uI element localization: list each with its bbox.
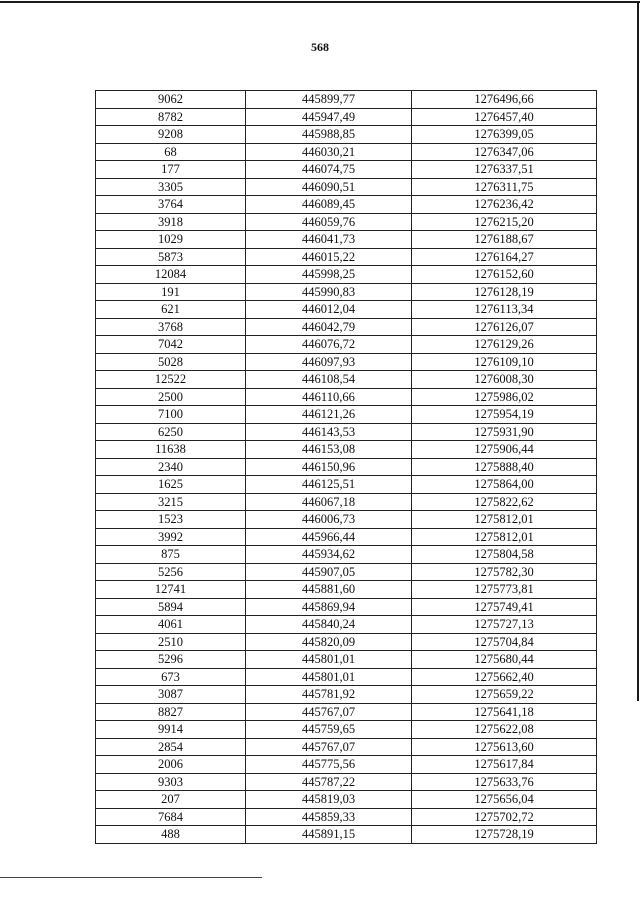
point-number-cell: 11638 xyxy=(96,441,246,459)
y-coordinate-cell: 1275662,40 xyxy=(412,668,597,686)
y-coordinate-cell: 1275702,72 xyxy=(412,808,597,826)
table-row xyxy=(96,441,597,459)
point-number-cell: 5256 xyxy=(96,563,246,581)
point-number-cell: 2510 xyxy=(96,633,246,651)
y-coordinate-cell: 1276126,07 xyxy=(412,318,597,336)
y-coordinate-cell: 1276347,06 xyxy=(412,143,597,161)
point-number-cell: 1029 xyxy=(96,231,246,249)
x-coordinate-cell: 445820,09 xyxy=(246,633,412,651)
x-coordinate-cell: 446108,54 xyxy=(246,371,412,389)
x-coordinate-cell: 445934,62 xyxy=(246,546,412,564)
x-coordinate-cell: 445907,05 xyxy=(246,563,412,581)
point-number-cell: 12741 xyxy=(96,581,246,599)
y-coordinate-cell: 1276496,66 xyxy=(412,91,597,109)
coordinates-table xyxy=(95,90,597,844)
y-coordinate-cell: 1275931,90 xyxy=(412,423,597,441)
y-coordinate-cell: 1275954,19 xyxy=(412,406,597,424)
table-row xyxy=(96,301,597,319)
point-number-cell: 9914 xyxy=(96,721,246,739)
x-coordinate-cell: 446089,45 xyxy=(246,196,412,214)
table-row xyxy=(96,423,597,441)
x-coordinate-cell: 445819,03 xyxy=(246,791,412,809)
point-number-cell: 2006 xyxy=(96,756,246,774)
y-coordinate-cell: 1275888,40 xyxy=(412,458,597,476)
x-coordinate-cell: 446153,08 xyxy=(246,441,412,459)
table-row xyxy=(96,458,597,476)
y-coordinate-cell: 1276188,67 xyxy=(412,231,597,249)
table-row xyxy=(96,231,597,249)
x-coordinate-cell: 446041,73 xyxy=(246,231,412,249)
y-coordinate-cell: 1275864,00 xyxy=(412,476,597,494)
x-coordinate-cell: 445801,01 xyxy=(246,651,412,669)
table-row xyxy=(96,91,597,109)
point-number-cell: 4061 xyxy=(96,616,246,634)
x-coordinate-cell: 446006,73 xyxy=(246,511,412,529)
x-coordinate-cell: 445775,56 xyxy=(246,756,412,774)
x-coordinate-cell: 445891,15 xyxy=(246,826,412,844)
table-row xyxy=(96,161,597,179)
point-number-cell: 9208 xyxy=(96,126,246,144)
point-number-cell: 2340 xyxy=(96,458,246,476)
x-coordinate-cell: 446076,72 xyxy=(246,336,412,354)
point-number-cell: 68 xyxy=(96,143,246,161)
point-number-cell: 5873 xyxy=(96,248,246,266)
table-row xyxy=(96,476,597,494)
table-row xyxy=(96,808,597,826)
y-coordinate-cell: 1275704,84 xyxy=(412,633,597,651)
table-row xyxy=(96,388,597,406)
table-row xyxy=(96,248,597,266)
point-number-cell: 2854 xyxy=(96,738,246,756)
table-row xyxy=(96,598,597,616)
x-coordinate-cell: 445966,44 xyxy=(246,528,412,546)
point-number-cell: 3992 xyxy=(96,528,246,546)
x-coordinate-cell: 445998,25 xyxy=(246,266,412,284)
point-number-cell: 5296 xyxy=(96,651,246,669)
y-coordinate-cell: 1275782,30 xyxy=(412,563,597,581)
table-row xyxy=(96,738,597,756)
table-row xyxy=(96,686,597,704)
y-coordinate-cell: 1275659,22 xyxy=(412,686,597,704)
table-row xyxy=(96,511,597,529)
y-coordinate-cell: 1275812,01 xyxy=(412,511,597,529)
point-number-cell: 7684 xyxy=(96,808,246,826)
table-row xyxy=(96,178,597,196)
point-number-cell: 1625 xyxy=(96,476,246,494)
y-coordinate-cell: 1275727,13 xyxy=(412,616,597,634)
table-row xyxy=(96,493,597,511)
y-coordinate-cell: 1275680,44 xyxy=(412,651,597,669)
table-row xyxy=(96,651,597,669)
point-number-cell: 8782 xyxy=(96,108,246,126)
table-row xyxy=(96,756,597,774)
page-frame-top-border xyxy=(0,1,640,3)
y-coordinate-cell: 1275617,84 xyxy=(412,756,597,774)
x-coordinate-cell: 446097,93 xyxy=(246,353,412,371)
table-row xyxy=(96,826,597,844)
table-row xyxy=(96,721,597,739)
point-number-cell: 3215 xyxy=(96,493,246,511)
y-coordinate-cell: 1275641,18 xyxy=(412,703,597,721)
x-coordinate-cell: 445947,49 xyxy=(246,108,412,126)
point-number-cell: 5894 xyxy=(96,598,246,616)
table-row xyxy=(96,791,597,809)
table-row xyxy=(96,336,597,354)
page-frame-right-border xyxy=(637,1,639,701)
point-number-cell: 7100 xyxy=(96,406,246,424)
y-coordinate-cell: 1276129,26 xyxy=(412,336,597,354)
y-coordinate-cell: 1275622,08 xyxy=(412,721,597,739)
y-coordinate-cell: 1275728,19 xyxy=(412,826,597,844)
table-row xyxy=(96,668,597,686)
table-row xyxy=(96,318,597,336)
x-coordinate-cell: 445840,24 xyxy=(246,616,412,634)
y-coordinate-cell: 1276164,27 xyxy=(412,248,597,266)
x-coordinate-cell: 445759,65 xyxy=(246,721,412,739)
y-coordinate-cell: 1275812,01 xyxy=(412,528,597,546)
x-coordinate-cell: 445767,07 xyxy=(246,703,412,721)
x-coordinate-cell: 446110,66 xyxy=(246,388,412,406)
x-coordinate-cell: 446090,51 xyxy=(246,178,412,196)
table-row xyxy=(96,633,597,651)
table-row xyxy=(96,196,597,214)
y-coordinate-cell: 1276215,20 xyxy=(412,213,597,231)
y-coordinate-cell: 1276337,51 xyxy=(412,161,597,179)
x-coordinate-cell: 445787,22 xyxy=(246,773,412,791)
point-number-cell: 12522 xyxy=(96,371,246,389)
x-coordinate-cell: 446121,26 xyxy=(246,406,412,424)
x-coordinate-cell: 446067,18 xyxy=(246,493,412,511)
x-coordinate-cell: 445899,77 xyxy=(246,91,412,109)
y-coordinate-cell: 1275822,62 xyxy=(412,493,597,511)
y-coordinate-cell: 1276113,34 xyxy=(412,301,597,319)
y-coordinate-cell: 1276311,75 xyxy=(412,178,597,196)
x-coordinate-cell: 445881,60 xyxy=(246,581,412,599)
x-coordinate-cell: 446012,04 xyxy=(246,301,412,319)
point-number-cell: 177 xyxy=(96,161,246,179)
point-number-cell: 9062 xyxy=(96,91,246,109)
x-coordinate-cell: 445859,33 xyxy=(246,808,412,826)
y-coordinate-cell: 1275773,81 xyxy=(412,581,597,599)
y-coordinate-cell: 1276457,40 xyxy=(412,108,597,126)
x-coordinate-cell: 446015,22 xyxy=(246,248,412,266)
table-row xyxy=(96,353,597,371)
point-number-cell: 875 xyxy=(96,546,246,564)
point-number-cell: 8827 xyxy=(96,703,246,721)
y-coordinate-cell: 1276128,19 xyxy=(412,283,597,301)
table-row xyxy=(96,143,597,161)
point-number-cell: 5028 xyxy=(96,353,246,371)
table-row xyxy=(96,703,597,721)
point-number-cell: 207 xyxy=(96,791,246,809)
x-coordinate-cell: 446125,51 xyxy=(246,476,412,494)
y-coordinate-cell: 1276236,42 xyxy=(412,196,597,214)
coordinates-table-body xyxy=(96,91,597,844)
table-row xyxy=(96,108,597,126)
table-row xyxy=(96,406,597,424)
table-row xyxy=(96,213,597,231)
x-coordinate-cell: 445988,85 xyxy=(246,126,412,144)
y-coordinate-cell: 1275986,02 xyxy=(412,388,597,406)
x-coordinate-cell: 446030,21 xyxy=(246,143,412,161)
y-coordinate-cell: 1275613,60 xyxy=(412,738,597,756)
point-number-cell: 488 xyxy=(96,826,246,844)
page-number: 568 xyxy=(311,40,329,54)
y-coordinate-cell: 1275804,58 xyxy=(412,546,597,564)
table-row xyxy=(96,528,597,546)
y-coordinate-cell: 1276399,05 xyxy=(412,126,597,144)
point-number-cell: 12084 xyxy=(96,266,246,284)
y-coordinate-cell: 1275656,04 xyxy=(412,791,597,809)
x-coordinate-cell: 446143,53 xyxy=(246,423,412,441)
table-row xyxy=(96,581,597,599)
x-coordinate-cell: 446059,76 xyxy=(246,213,412,231)
point-number-cell: 3768 xyxy=(96,318,246,336)
point-number-cell: 3305 xyxy=(96,178,246,196)
y-coordinate-cell: 1275633,76 xyxy=(412,773,597,791)
x-coordinate-cell: 445869,94 xyxy=(246,598,412,616)
table-row xyxy=(96,371,597,389)
table-row xyxy=(96,283,597,301)
point-number-cell: 1523 xyxy=(96,511,246,529)
x-coordinate-cell: 446150,96 xyxy=(246,458,412,476)
table-row xyxy=(96,266,597,284)
y-coordinate-cell: 1276109,10 xyxy=(412,353,597,371)
x-coordinate-cell: 445767,07 xyxy=(246,738,412,756)
y-coordinate-cell: 1275906,44 xyxy=(412,441,597,459)
point-number-cell: 673 xyxy=(96,668,246,686)
table-row xyxy=(96,616,597,634)
table-row xyxy=(96,546,597,564)
y-coordinate-cell: 1276152,60 xyxy=(412,266,597,284)
footer-rule xyxy=(0,877,262,878)
x-coordinate-cell: 445801,01 xyxy=(246,668,412,686)
point-number-cell: 191 xyxy=(96,283,246,301)
point-number-cell: 3764 xyxy=(96,196,246,214)
point-number-cell: 621 xyxy=(96,301,246,319)
x-coordinate-cell: 445781,92 xyxy=(246,686,412,704)
table-row xyxy=(96,563,597,581)
y-coordinate-cell: 1276008,30 xyxy=(412,371,597,389)
x-coordinate-cell: 446042,79 xyxy=(246,318,412,336)
point-number-cell: 9303 xyxy=(96,773,246,791)
x-coordinate-cell: 445990,83 xyxy=(246,283,412,301)
y-coordinate-cell: 1275749,41 xyxy=(412,598,597,616)
table-row xyxy=(96,126,597,144)
point-number-cell: 2500 xyxy=(96,388,246,406)
point-number-cell: 3918 xyxy=(96,213,246,231)
x-coordinate-cell: 446074,75 xyxy=(246,161,412,179)
table-row xyxy=(96,773,597,791)
point-number-cell: 3087 xyxy=(96,686,246,704)
point-number-cell: 6250 xyxy=(96,423,246,441)
point-number-cell: 7042 xyxy=(96,336,246,354)
